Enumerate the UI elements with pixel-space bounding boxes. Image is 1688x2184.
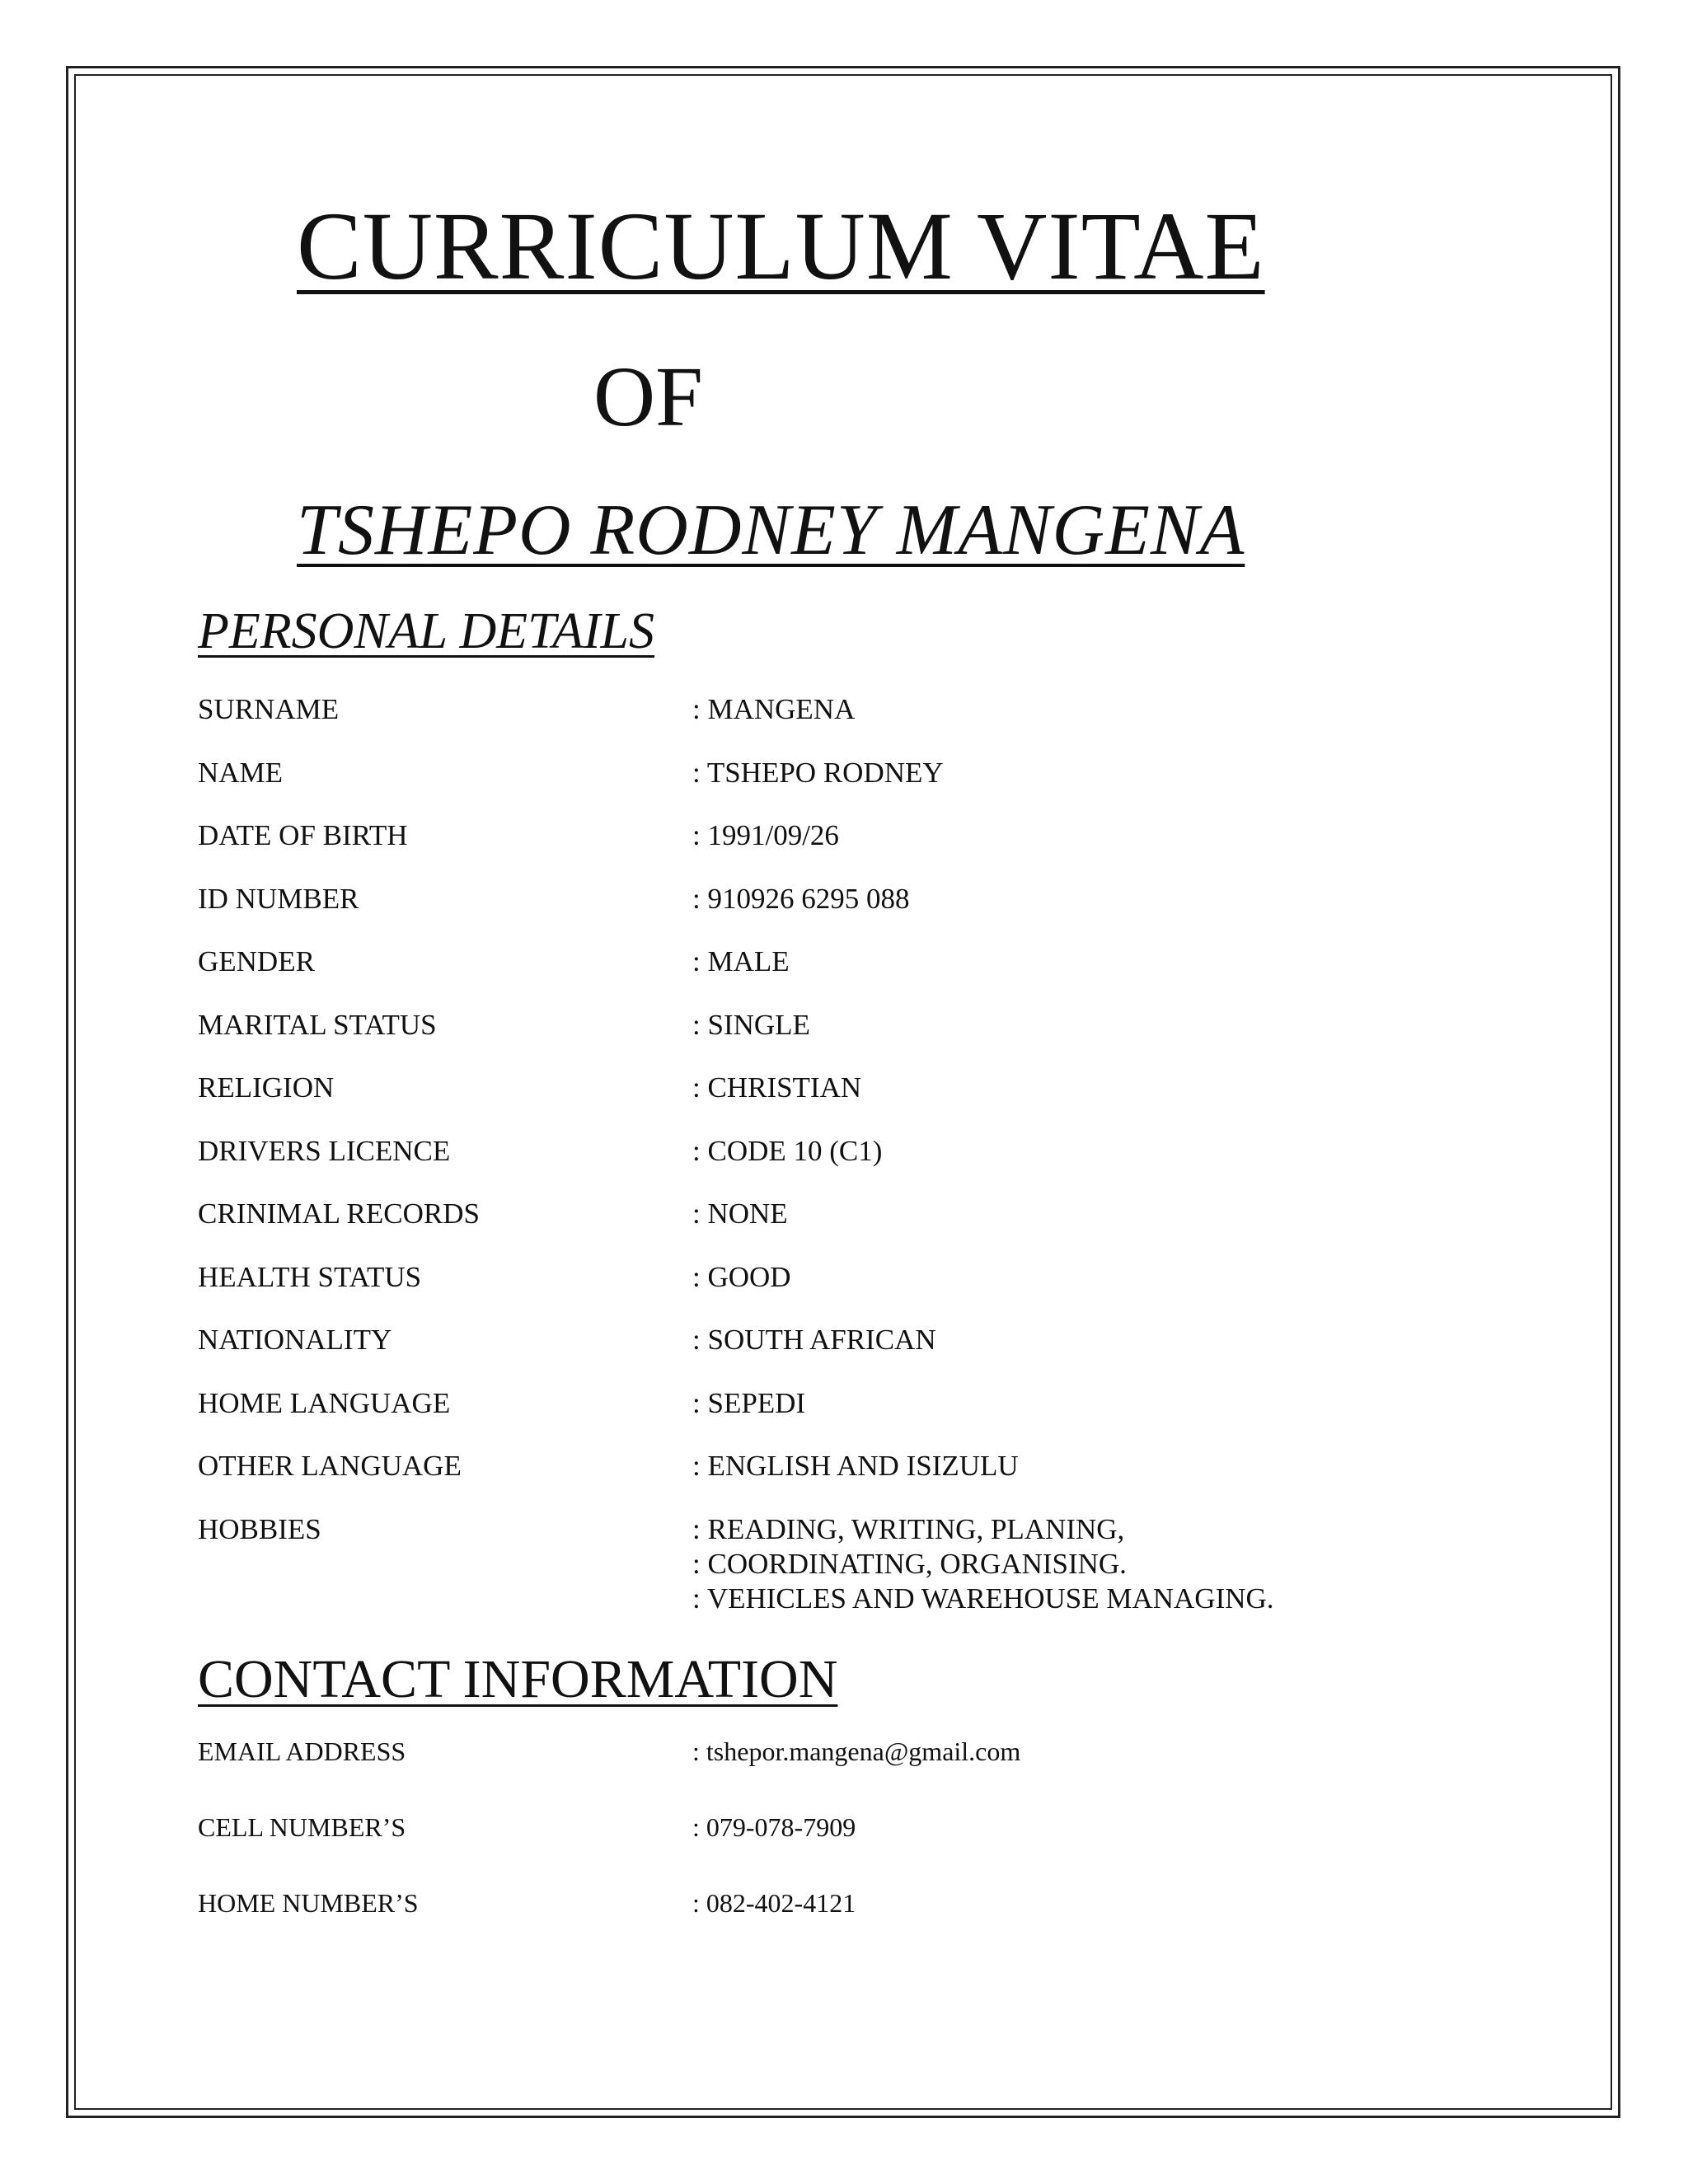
detail-value: : MALE <box>692 945 790 977</box>
detail-label: NAME <box>198 756 284 789</box>
detail-label: OTHER LANGUAGE <box>198 1450 462 1482</box>
detail-label: HOBBIES <box>198 1512 321 1545</box>
detail-value: : 1991/09/26 <box>692 819 839 851</box>
detail-label: HOME LANGUAGE <box>198 1386 451 1419</box>
detail-value: : TSHEPO RODNEY <box>692 756 944 789</box>
detail-row-date-of-birth <box>198 818 1558 882</box>
detail-value: : 910926 6295 088 <box>692 882 910 915</box>
contact-row-home-number <box>198 1886 1558 1962</box>
detail-label: RELIGION <box>198 1071 335 1104</box>
contact-row-cell-number <box>198 1811 1558 1886</box>
detail-label: SURNAME <box>198 693 340 725</box>
detail-label: HEALTH STATUS <box>198 1260 422 1293</box>
hobbies-list <box>692 1512 1274 1615</box>
detail-row-id-number <box>198 882 1558 945</box>
detail-row-name <box>198 756 1558 819</box>
contact-label: HOME NUMBER’S <box>198 1888 419 1918</box>
detail-value: : GOOD <box>692 1260 791 1293</box>
document-title: CURRICULUM VITAE <box>297 192 1265 300</box>
detail-row-health-status <box>198 1260 1558 1324</box>
detail-value: : SOUTH AFRICAN <box>692 1324 936 1356</box>
detail-label: NATIONALITY <box>198 1324 392 1356</box>
title-of: OF <box>593 349 703 444</box>
personal-details-heading: PERSONAL DETAILS <box>198 603 655 659</box>
detail-value: : CHRISTIAN <box>692 1071 862 1104</box>
detail-row-marital-status <box>198 1008 1558 1071</box>
contact-label: EMAIL ADDRESS <box>198 1736 406 1766</box>
detail-value: : MANGENA <box>692 693 856 725</box>
detail-label: DATE OF BIRTH <box>198 819 408 851</box>
candidate-full-name: TSHEPO RODNEY MANGENA <box>297 490 1245 570</box>
hobbies-line: : READING, WRITING, PLANING, <box>692 1512 1125 1545</box>
contact-information-table <box>198 1735 1558 1962</box>
hobbies-line: : COORDINATING, ORGANISING. <box>692 1547 1127 1580</box>
contact-label: CELL NUMBER’S <box>198 1812 406 1842</box>
detail-row-drivers-licence <box>198 1134 1558 1197</box>
detail-label: DRIVERS LICENCE <box>198 1134 451 1167</box>
detail-value: : NONE <box>692 1197 788 1230</box>
detail-label: GENDER <box>198 945 315 977</box>
detail-label: MARITAL STATUS <box>198 1008 437 1041</box>
contact-value: : 082-402-4121 <box>692 1888 856 1918</box>
detail-value: : CODE 10 (C1) <box>692 1134 883 1167</box>
detail-label: ID NUMBER <box>198 882 359 915</box>
personal-details-table <box>198 692 1558 1615</box>
contact-value: : tshepor.mangena@gmail.com <box>692 1736 1021 1766</box>
detail-row-criminal-records <box>198 1197 1558 1260</box>
detail-row-gender <box>198 944 1558 1008</box>
detail-row-religion <box>198 1071 1558 1134</box>
detail-row-home-language <box>198 1386 1558 1450</box>
detail-row-other-language <box>198 1449 1558 1512</box>
detail-row-hobbies <box>198 1512 1558 1615</box>
detail-value: : SEPEDI <box>692 1386 806 1419</box>
detail-value: : ENGLISH AND ISIZULU <box>692 1450 1019 1482</box>
contact-value: : 079-078-7909 <box>692 1812 856 1842</box>
detail-row-nationality <box>198 1323 1558 1386</box>
detail-label: CRINIMAL RECORDS <box>198 1197 480 1230</box>
detail-value: : SINGLE <box>692 1008 810 1041</box>
hobbies-line: : VEHICLES AND WAREHOUSE MANAGING. <box>692 1582 1274 1615</box>
detail-row-surname <box>198 692 1558 756</box>
contact-row-email <box>198 1735 1558 1811</box>
contact-information-heading: CONTACT INFORMATION <box>198 1649 838 1709</box>
